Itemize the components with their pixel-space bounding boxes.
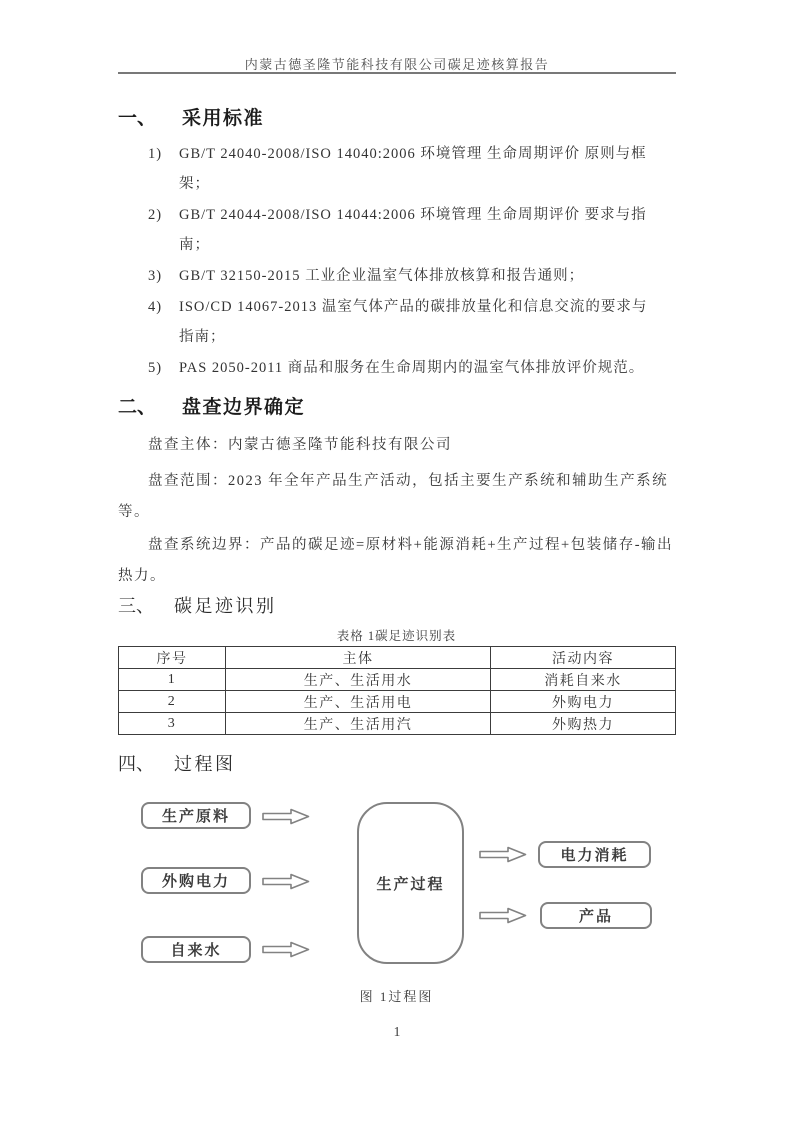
footprint-table xyxy=(118,646,676,735)
list-item xyxy=(148,353,683,383)
header-divider xyxy=(118,72,676,74)
page-header-title: 内蒙古德圣隆节能科技有限公司碳足迹核算报告 xyxy=(244,57,550,72)
text-line: ISO/CD 14067-2013 温室气体产品的碳排放量化和信息交流的要求与 xyxy=(179,299,648,315)
section-2-title: 盘查边界确定 xyxy=(182,397,306,418)
list-item xyxy=(148,292,683,352)
table-row xyxy=(119,669,676,691)
list-item-text xyxy=(179,139,683,199)
text-line: GB/T 32150-2015 工业企业温室气体排放核算和报告通则； xyxy=(179,268,585,284)
text-line: 盘查系统边界：产品的碳足迹=原材料+能源消耗+生产过程+包装储存-输出 xyxy=(148,537,674,553)
text-line: 热力。 xyxy=(118,568,166,584)
section-1-heading xyxy=(118,103,264,130)
list-item-number: 1) xyxy=(148,146,163,162)
list-item xyxy=(148,139,683,199)
table-cell: 3 xyxy=(119,713,226,735)
list-item-number: 2) xyxy=(148,207,163,223)
text-line: GB/T 24040-2008/ISO 14040:2006 环境管理 生命周期评价 原则与框 xyxy=(179,146,647,162)
diagram-node-raw-material: 生产原料 xyxy=(141,802,251,829)
section-2-heading xyxy=(118,392,305,419)
block-arrow-right-icon xyxy=(262,873,310,890)
text-line: 架； xyxy=(179,176,210,192)
table-row xyxy=(119,691,676,713)
diagram-node-electricity-consumption: 电力消耗 xyxy=(538,841,651,868)
text-line: 盘查主体：内蒙古德圣隆节能科技有限公司 xyxy=(148,437,452,453)
section-1-title: 采用标准 xyxy=(182,108,265,129)
section-4-number: 四、 xyxy=(118,754,154,774)
paragraph xyxy=(118,430,678,461)
paragraph xyxy=(118,530,678,592)
standards-list xyxy=(148,139,683,384)
section-2-number: 二、 xyxy=(118,397,157,418)
column-header: 活动内容 xyxy=(491,647,676,669)
diagram-node-purchased-electricity: 外购电力 xyxy=(141,867,251,894)
text-line: 指南； xyxy=(179,329,226,345)
text-line: 等。 xyxy=(118,504,150,520)
column-header: 序号 xyxy=(119,647,226,669)
list-item-text xyxy=(179,261,683,291)
text-line: GB/T 24044-2008/ISO 14044:2006 环境管理 生命周期评价 要求与指 xyxy=(179,207,647,223)
section-3-heading xyxy=(118,592,277,618)
diagram-node-tap-water: 自来水 xyxy=(141,936,251,963)
table-header-row xyxy=(119,647,676,669)
table-cell: 2 xyxy=(119,691,226,713)
list-item-number: 4) xyxy=(148,299,163,315)
block-arrow-right-icon xyxy=(262,941,310,958)
table-cell: 生产、生活用电 xyxy=(226,691,491,713)
process-flow-diagram xyxy=(120,790,676,982)
diagram-node-product: 产品 xyxy=(540,902,652,929)
diagram-node-production-process: 生产过程 xyxy=(357,802,464,964)
table-cell: 消耗自来水 xyxy=(491,669,676,691)
page-number: 1 xyxy=(393,1024,401,1039)
section-3-title: 碳足迹识别 xyxy=(174,596,277,616)
block-arrow-right-icon xyxy=(479,907,527,924)
block-arrow-right-icon xyxy=(479,846,527,863)
text-line: 南； xyxy=(179,237,210,253)
table-cell: 外购热力 xyxy=(491,713,676,735)
table-row xyxy=(119,713,676,735)
table-cell: 生产、生活用汽 xyxy=(226,713,491,735)
paragraph xyxy=(118,466,678,528)
column-header: 主体 xyxy=(226,647,491,669)
table-cell: 外购电力 xyxy=(491,691,676,713)
text-line: 盘查范围：2023 年全年产品生产活动，包括主要生产系统和辅助生产系统 xyxy=(148,473,669,489)
table-cell: 1 xyxy=(119,669,226,691)
section-4-heading xyxy=(118,750,236,776)
text-line: PAS 2050-2011 商品和服务在生命周期内的温室气体排放评价规范。 xyxy=(179,360,645,376)
table-caption: 表格 1碳足迹识别表 xyxy=(336,629,457,643)
list-item-text xyxy=(179,292,683,352)
list-item-number: 5) xyxy=(148,360,163,376)
list-item xyxy=(148,200,683,260)
list-item-text xyxy=(179,200,683,260)
section-4-title: 过程图 xyxy=(174,754,236,774)
list-item-number: 3) xyxy=(148,268,163,284)
figure-caption: 图 1过程图 xyxy=(359,989,434,1004)
section-1-number: 一、 xyxy=(118,108,157,129)
section-3-number: 三、 xyxy=(118,596,154,616)
block-arrow-right-icon xyxy=(262,808,310,825)
list-item-text xyxy=(179,353,683,383)
list-item xyxy=(148,261,683,291)
table-cell: 生产、生活用水 xyxy=(226,669,491,691)
